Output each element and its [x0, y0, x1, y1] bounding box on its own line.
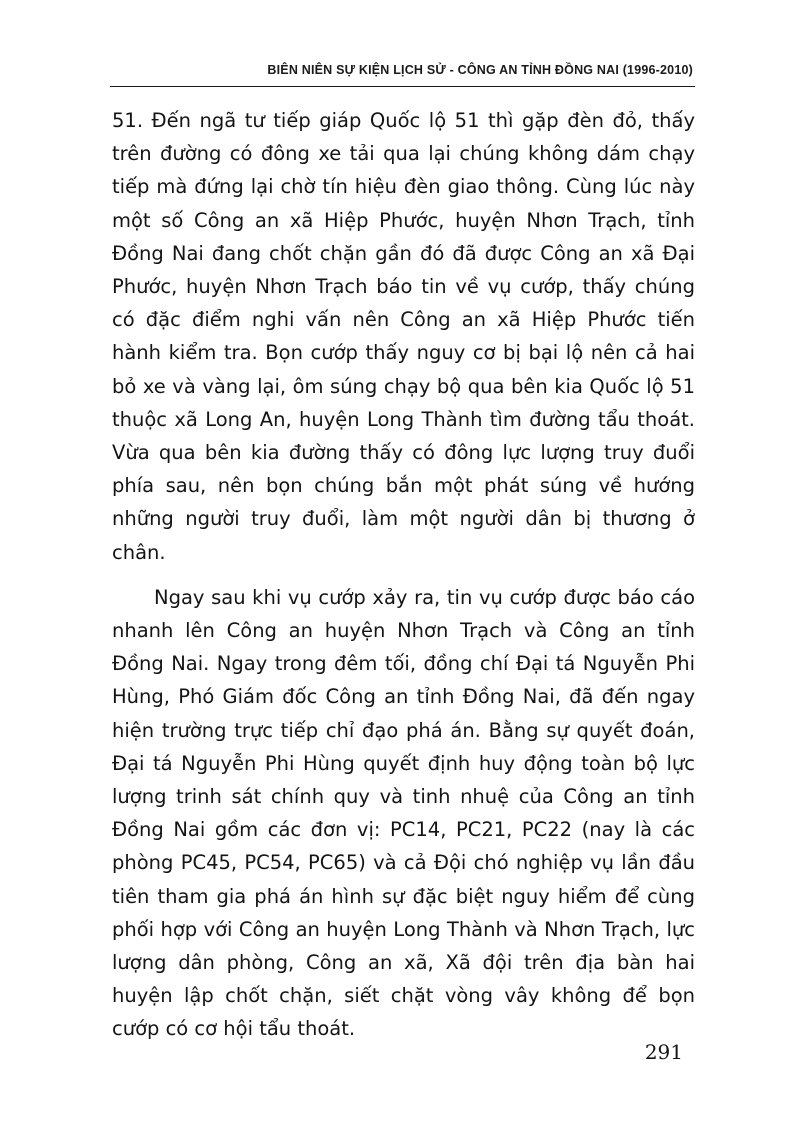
paragraph: Ngay sau khi vụ cướp xảy ra, tin vụ cướp được báo cáo nhanh lên Công an huyện Nhơn Trạch và Công an tỉnh Đồng Nai. Ngay trong đêm tối, đồng chí Đại tá Nguyễn Phi Hùng, Phó Giám đốc Công an tỉnh Đồng Nai, đã đến ngay hiện trường trực tiếp chỉ đạo phá án. Bằng sự quyết đoán, Đại tá Nguyễn Phi Hùng quyết định huy động toàn bộ lực lượng trinh sát chính quy và tinh nhuệ của Công an tỉnh Đồng Nai gồm các đơn vị: PC14, PC21, PC22 (nay là các phòng PC45, PC54, PC65) và cả Đội chó nghiệp vụ lần đầu tiên tham gia phá án hình sự đặc biệt nguy hiểm để cùng phối hợp với Công an huyện Long Thành và Nhơn Trạch, lực lượng dân phòng, Công an xã, Xã đội trên địa bàn hai huyện lập chốt chặn, siết chặt vòng vây không để bọn cướp có cơ hội tẩu thoát.: [112, 585, 695, 1041]
running-header: [110, 60, 695, 87]
paragraph-continued: 51. Đến ngã tư tiếp giáp Quốc lộ 51 thì gặp đèn đỏ, thấy trên đường có đông xe tải qua lại chúng không dám chạy tiếp mà đứng lại chờ tín hiệu đèn giao thông. Cùng lúc này một số Công an xã Hiệp Phước, huyện Nhơn Trạch, tỉnh Đồng Nai đang chốt chặn gần đó đã được Công an xã Đại Phước, huyện Nhơn Trạch báo tin về vụ cướp, thấy chúng có đặc điểm nghi vấn nên Công an xã Hiệp Phước tiến hành kiểm tra. Bọn cướp thấy nguy cơ bị bại lộ nên cả hai bỏ xe và vàng lại, ôm súng chạy bộ qua bên kia Quốc lộ 51 thuộc xã Long An, huyện Long Thành tìm đường tẩu thoát. Vừa qua bên kia đường thấy có đông lực lượng truy đuổi phía sau, nên bọn chúng bắn một phát súng về hướng những người truy đuổi, làm một người dân bị thương ở chân.: [112, 109, 695, 564]
page-number: 291: [644, 1040, 683, 1064]
running-header-title: BIÊN NIÊN SỰ KIỆN LỊCH SỬ - CÔNG AN TỈNH ĐỒNG NAI (1996-2010): [267, 63, 693, 77]
body-text: [112, 104, 695, 1046]
